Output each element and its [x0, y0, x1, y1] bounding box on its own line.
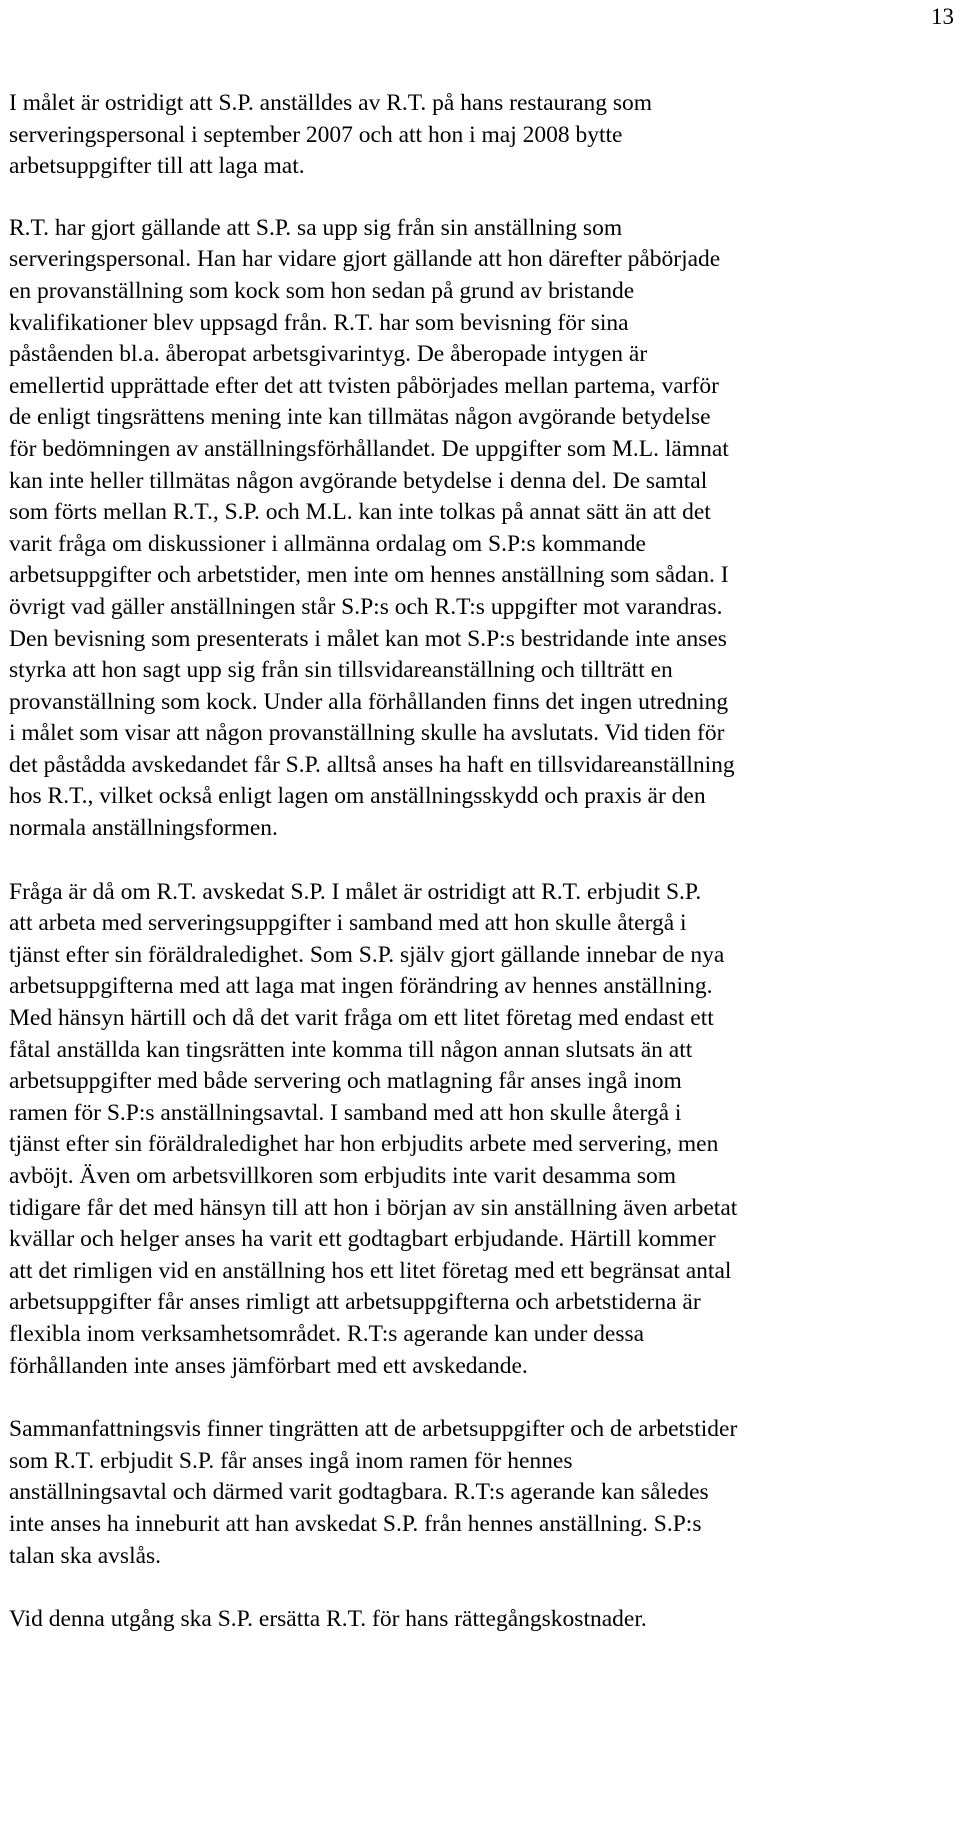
text-line: det påstådda avskedandet får S.P. alltså anses ha haft en tillsvidareanställning: [9, 751, 735, 778]
paragraph-1: [9, 88, 949, 183]
text-line: R.T. har gjort gällande att S.P. sa upp sig från sin anställning som: [9, 214, 623, 241]
text-line: Den bevisning som presenterats i målet kan mot S.P:s bestridande inte anses: [9, 625, 727, 652]
text-line: normala anställningsformen.: [9, 815, 278, 842]
text-line: varit fråga om diskussioner i allmänna ordalag om S.P:s kommande: [9, 530, 646, 557]
text-line: talan ska avslås.: [9, 1542, 162, 1569]
paragraph-5: [9, 1604, 949, 1636]
text-line: att det rimligen vid en anställning hos ett litet företag med ett begränsat antal: [9, 1257, 732, 1284]
text-line: tidigare får det med hänsyn till att hon i början av sin anställning även arbetat: [9, 1194, 738, 1221]
text-line: avböjt. Även om arbetsvillkoren som erbjudits inte varit desamma som: [9, 1163, 677, 1189]
text-line: som R.T. erbjudit S.P. får anses ingå inom ramen för hennes: [9, 1447, 573, 1474]
text-line: arbetsuppgifterna med att laga mat ingen förändring av hennes anställning.: [9, 973, 713, 1000]
text-line: de enligt tingsrättens mening inte kan tillmätas någon avgörande betydelse: [9, 404, 711, 431]
page-number: 13: [931, 4, 954, 29]
text-line: emellertid upprättade efter det att tvisten påbörjades mellan partema, varför: [9, 372, 719, 399]
text-line: en provanställning som kock som hon sedan på grund av bristande: [9, 277, 635, 304]
text-line: kvällar och helger anses ha varit ett godtagbart erbjudande. Härtill kommer: [9, 1226, 716, 1253]
text-line: Fråga är då om R.T. avskedat S.P. I målet är ostridigt att R.T. erbjudit S.P.: [9, 878, 702, 905]
text-line: inte anses ha inneburit att han avskedat S.P. från hennes anställning. S.P:s: [9, 1510, 702, 1537]
text-line: serveringspersonal i september 2007 och att hon i maj 2008 bytte: [9, 121, 623, 148]
text-line: styrka att hon sagt upp sig från sin tillsvidareanställning och tillträtt en: [9, 657, 673, 684]
text-line: att arbeta med serveringsuppgifter i samband med att hon skulle återgå i: [9, 910, 687, 937]
text-line: arbetsuppgifter till att laga mat.: [9, 153, 305, 180]
text-line: flexibla inom verksamhetsområdet. R.T:s agerande kan under dessa: [9, 1320, 645, 1347]
text-line: I målet är ostridigt att S.P. anställdes av R.T. på hans restaurang som: [9, 90, 653, 116]
text-line: tjänst efter sin föräldraledighet. Som S.P. själv gjort gällande innebar de nya: [9, 941, 725, 968]
text-line: i målet som visar att någon provanställning skulle ha avslutats. Vid tiden för: [9, 720, 725, 747]
text-line: kan inte heller tillmätas någon avgörande betydelse i denna del. De samtal: [9, 467, 708, 494]
text-line: fåtal anställda kan tingsrätten inte komma till någon annan slutsats än att: [9, 1036, 693, 1063]
text-line: tjänst efter sin föräldraledighet har hon erbjudits arbete med servering, men: [9, 1131, 719, 1158]
text-line: Sammanfattningsvis finner tingrätten att de arbetsuppgifter och de arbetstider: [9, 1416, 738, 1443]
text-line: serveringspersonal. Han har vidare gjort gällande att hon därefter påbörjade: [9, 246, 721, 273]
text-line: anställningsavtal och därmed varit godtagbara. R.T:s agerande kan således: [9, 1479, 709, 1506]
paragraph-4: [9, 1414, 949, 1572]
text-line: Med hänsyn härtill och då det varit fråga om ett litet företag med endast ett: [9, 1005, 714, 1032]
text-line: hos R.T., vilket också enligt lagen om anställningsskydd och praxis är den: [9, 783, 706, 810]
text-line: påståenden bl.a. åberopat arbetsgivarintyg. De åberopade intygen är: [9, 341, 648, 368]
text-line: kvalifikationer blev uppsagd från. R.T. har som bevisning för sina: [9, 309, 629, 336]
paragraph-2: [9, 213, 949, 845]
document-body: [9, 88, 949, 1636]
text-line: arbetsuppgifter får anses rimligt att arbetsuppgifterna och arbetstiderna är: [9, 1289, 701, 1316]
paragraph-3: [9, 877, 949, 1383]
text-line: arbetsuppgifter och arbetstider, men inte om hennes anställning som sådan. I: [9, 562, 729, 589]
text-line: Vid denna utgång ska S.P. ersätta R.T. för hans rättegångskostnader.: [9, 1606, 647, 1633]
text-line: för bedömningen av anställningsförhållandet. De uppgifter som M.L. lämnat: [9, 435, 729, 462]
text-line: övrigt vad gäller anställningen står S.P:s och R.T:s uppgifter mot varandras.: [9, 593, 723, 620]
text-line: som förts mellan R.T., S.P. och M.L. kan inte tolkas på annat sätt än att det: [9, 499, 711, 526]
text-line: förhållanden inte anses jämförbart med ett avskedande.: [9, 1352, 528, 1379]
text-line: ramen för S.P:s anställningsavtal. I samband med att hon skulle återgå i: [9, 1099, 682, 1126]
text-line: arbetsuppgifter med både servering och matlagning får anses ingå inom: [9, 1068, 682, 1095]
text-line: provanställning som kock. Under alla förhållanden finns det ingen utredning: [9, 688, 729, 715]
